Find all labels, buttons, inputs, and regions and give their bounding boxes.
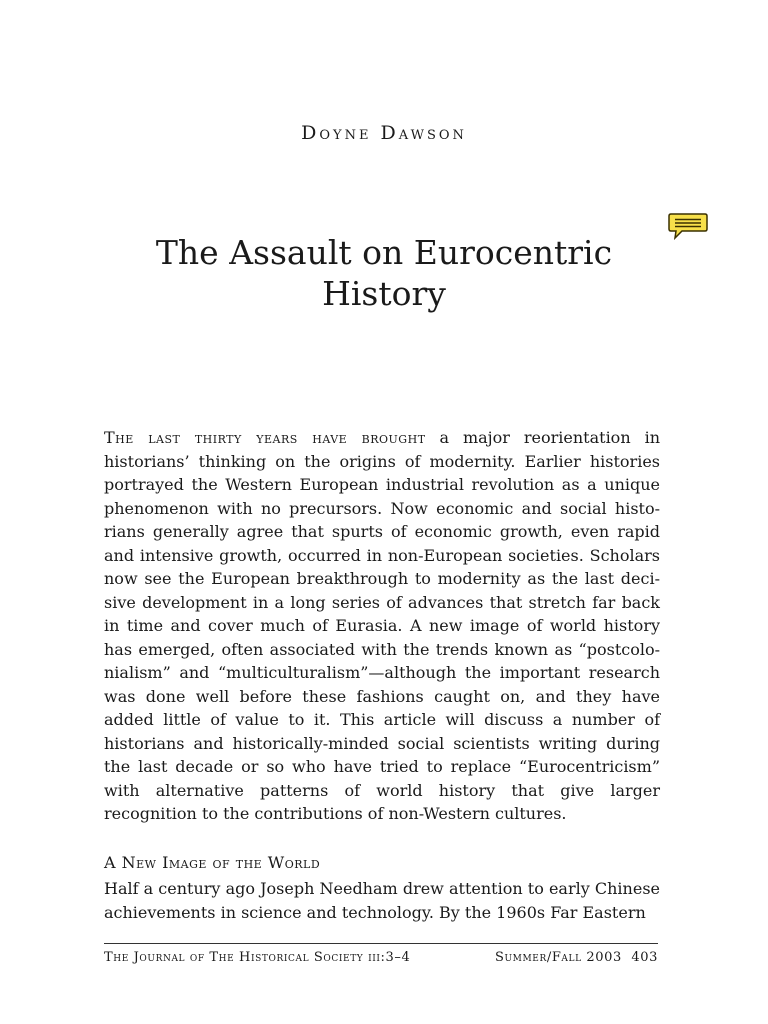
footer-issue-page — [495, 950, 658, 965]
footer-journal: The Journal of The Historical Society iii:3–4 — [104, 950, 411, 965]
intro-lead: The last thirty years have brought — [104, 428, 426, 447]
section-heading: A New Image of the World — [104, 853, 321, 872]
section-paragraph: Half a century ago Joseph Needham drew attention to early Chinese achievements in science and technology. By the 1960s Far Eastern — [104, 879, 660, 922]
intro-text: a major reorientation in historians’ thinking on the origins of modernity. Earlier histories portrayed the Western European industrial revolution as a unique phenomenon with no precursors. Now economic and social historians generally agree that spurts of economic growth, even rapid and intensive growth, occurred in non-European societies. Scholars now see the European breakthrough to modernity as the last decisive development in a long series of advances that stretch far back in time and cover much of Eurasia. A new image of world history has emerged, often associated with the trends known as “postcolonialism” and “multiculturalism”—although the important research was done well before these fashions caught on, and they have added little of value to it. This article will discuss a number of historians and historically-minded social scientists writing during the last decade or so who have tried to replace “Eurocentricism” with alternative patterns of world history that give larger recognition to the contributions of non-Western cultures. — [104, 428, 660, 823]
title-line-2: History — [322, 274, 446, 313]
footer-issue: Summer/Fall 2003 — [494, 950, 622, 965]
running-footer — [104, 950, 658, 965]
article-title — [0, 232, 768, 314]
intro-paragraph — [104, 426, 660, 826]
author-name: Doyne Dawson — [301, 122, 467, 144]
speech-bubble-note-icon[interactable] — [668, 212, 708, 240]
title-line-1: The Assault on Eurocentric — [155, 233, 613, 272]
footer-page-number: 403 — [631, 950, 658, 965]
footer-rule — [104, 943, 658, 944]
